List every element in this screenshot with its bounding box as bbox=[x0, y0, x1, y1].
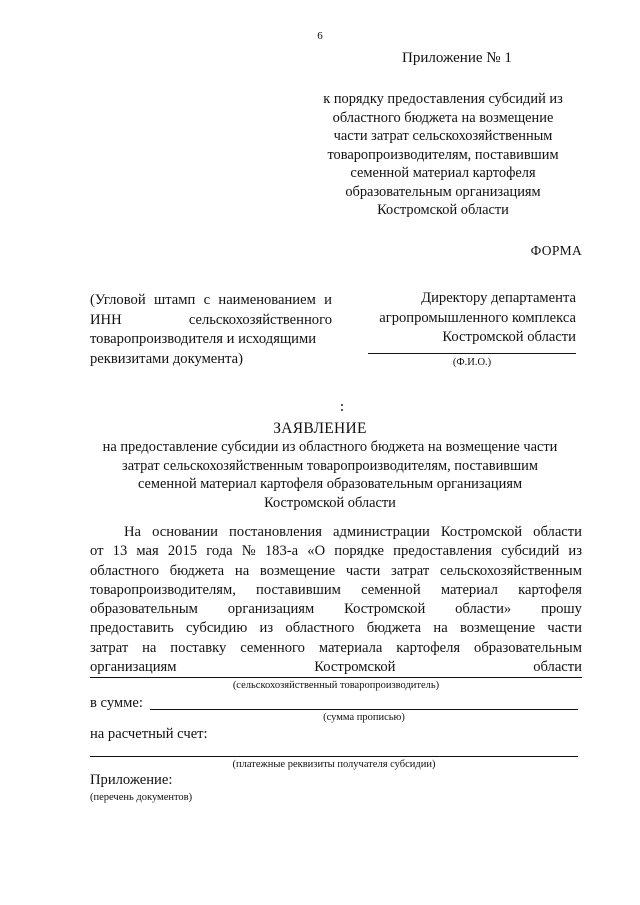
word: № bbox=[241, 543, 256, 560]
word: от bbox=[90, 543, 104, 560]
statement-subtitle-line: на предоставление субсидии из областного бюджета на возмещение части bbox=[102, 439, 558, 455]
word: 183-а bbox=[264, 543, 299, 560]
word: материал bbox=[440, 581, 498, 598]
fio-caption: (Ф.И.О.) bbox=[452, 357, 492, 368]
body-line bbox=[90, 581, 582, 600]
word: «О bbox=[307, 543, 326, 560]
account-label: на расчетный счет: bbox=[90, 726, 208, 742]
addressee-block bbox=[320, 289, 576, 348]
word: Костромской bbox=[314, 659, 396, 676]
addressee-line: агропромышленного комплекса bbox=[379, 309, 576, 326]
word: на bbox=[142, 639, 157, 656]
amount-field-line[interactable] bbox=[150, 709, 578, 710]
annex-title: Приложение № 1 bbox=[402, 50, 512, 66]
addressee-line: Костромской области bbox=[442, 329, 576, 345]
word: (Угловой bbox=[90, 292, 146, 308]
body-line bbox=[90, 600, 582, 619]
page-number: 6 bbox=[317, 30, 323, 42]
word: из bbox=[568, 543, 582, 560]
statement-subtitle-line: Костромской области bbox=[264, 494, 396, 511]
word: семенной bbox=[361, 581, 421, 598]
stamp-line bbox=[90, 350, 332, 370]
corner-stamp-note bbox=[90, 291, 332, 369]
attachment-label: Приложение: bbox=[90, 772, 173, 788]
word: возмещение bbox=[259, 562, 336, 579]
annex-subtitle-line: областного бюджета на возмещение bbox=[332, 109, 554, 126]
amount-caption: (сумма прописью) bbox=[323, 712, 405, 723]
word: с bbox=[203, 292, 211, 308]
body-line bbox=[90, 639, 582, 658]
word: администрации bbox=[333, 524, 430, 540]
word: бюджета bbox=[169, 562, 225, 579]
word: части bbox=[547, 620, 582, 637]
word: на bbox=[234, 562, 250, 579]
word: мая bbox=[136, 543, 159, 560]
statement-subtitle-line: семенной материал картофеля образовательным организациям bbox=[137, 476, 523, 492]
scan-speck bbox=[341, 409, 343, 411]
word: товаропроизводителя и исходящими bbox=[90, 331, 317, 347]
annex-subtitle-line: образовательным организациям bbox=[345, 183, 541, 200]
body-line bbox=[90, 542, 582, 561]
word: на bbox=[433, 620, 448, 637]
word: постановления bbox=[229, 524, 322, 540]
word: организациям bbox=[90, 659, 177, 676]
word: порядке bbox=[334, 543, 385, 560]
word: и bbox=[324, 292, 332, 308]
word: предоставления bbox=[393, 543, 492, 560]
word: На bbox=[124, 524, 142, 540]
body-line bbox=[90, 658, 582, 677]
word: поставку bbox=[170, 639, 227, 656]
word: материала bbox=[318, 639, 383, 656]
word: областного bbox=[285, 620, 355, 637]
stamp-line bbox=[90, 291, 332, 311]
word: образовательным bbox=[474, 639, 582, 656]
body-line bbox=[90, 619, 582, 638]
annex-subtitle bbox=[300, 90, 586, 220]
word: поставившим bbox=[256, 581, 341, 598]
annex-subtitle-line: Костромской области bbox=[377, 202, 509, 218]
word: из bbox=[259, 620, 274, 637]
word: области» bbox=[455, 601, 512, 618]
word: области bbox=[533, 659, 582, 676]
annex-subtitle-line: товаропроизводителям, поставившим bbox=[327, 146, 559, 163]
word: года bbox=[206, 543, 233, 560]
stamp-line bbox=[90, 330, 332, 350]
word: Костромской bbox=[440, 524, 523, 540]
word: ИНН bbox=[90, 311, 122, 328]
account-caption: (платежные реквизиты получателя субсидии) bbox=[232, 759, 436, 770]
word: сельскохозяйственным bbox=[439, 562, 582, 579]
word: областного bbox=[90, 562, 159, 579]
word: реквизитами документа) bbox=[90, 350, 243, 367]
word: части bbox=[345, 562, 381, 579]
word: возмещение bbox=[459, 620, 536, 637]
word: основании bbox=[152, 524, 218, 540]
word: Костромской bbox=[344, 601, 426, 618]
body-line bbox=[90, 523, 582, 542]
statement-subtitle-line: затрат сельскохозяйственным товаропроизводителям, поставившим bbox=[122, 457, 538, 474]
producer-caption: (сельскохозяйственный товаропроизводитель) bbox=[232, 680, 440, 691]
fio-underline bbox=[368, 353, 576, 354]
statement-title: ЗАЯВЛЕНИЕ bbox=[273, 420, 367, 437]
word: картофеля bbox=[396, 639, 461, 656]
statement-subtitle bbox=[80, 438, 580, 512]
scan-speck bbox=[341, 404, 343, 406]
word: субсидий bbox=[501, 543, 560, 560]
word: прошу bbox=[541, 601, 582, 618]
word: 13 bbox=[112, 543, 128, 560]
statement-body bbox=[90, 523, 582, 677]
amount-label: в сумме: bbox=[90, 695, 143, 711]
producer-field-line[interactable] bbox=[90, 677, 582, 678]
form-label: ФОРМА bbox=[530, 243, 582, 258]
body-line bbox=[90, 562, 582, 581]
attachment-caption: (перечень документов) bbox=[90, 792, 193, 803]
word: затрат bbox=[90, 639, 129, 656]
annex-subtitle-line: семенной материал картофеля bbox=[350, 165, 536, 181]
word: области bbox=[533, 524, 582, 540]
addressee-line: Директору департамента bbox=[421, 290, 576, 306]
word: товаропроизводителям, bbox=[90, 581, 236, 598]
word: предоставить bbox=[90, 620, 174, 637]
word: картофеля bbox=[518, 581, 582, 598]
word: образовательным bbox=[90, 601, 198, 618]
word: наименованием bbox=[218, 292, 316, 308]
word: организациям bbox=[227, 601, 315, 618]
word: бюджета bbox=[366, 620, 422, 637]
annex-subtitle-line: к порядку предоставления субсидий из bbox=[323, 91, 563, 107]
stamp-line bbox=[90, 311, 332, 331]
word: сельскохозяйственного bbox=[188, 311, 332, 328]
word: семенного bbox=[240, 639, 305, 656]
word: 2015 bbox=[167, 543, 198, 560]
account-field-line[interactable] bbox=[90, 756, 578, 757]
word: штамп bbox=[153, 292, 196, 308]
word: затрат bbox=[391, 562, 430, 579]
word: субсидию bbox=[186, 620, 248, 637]
annex-subtitle-line: части затрат сельскохозяйственным bbox=[333, 128, 553, 144]
